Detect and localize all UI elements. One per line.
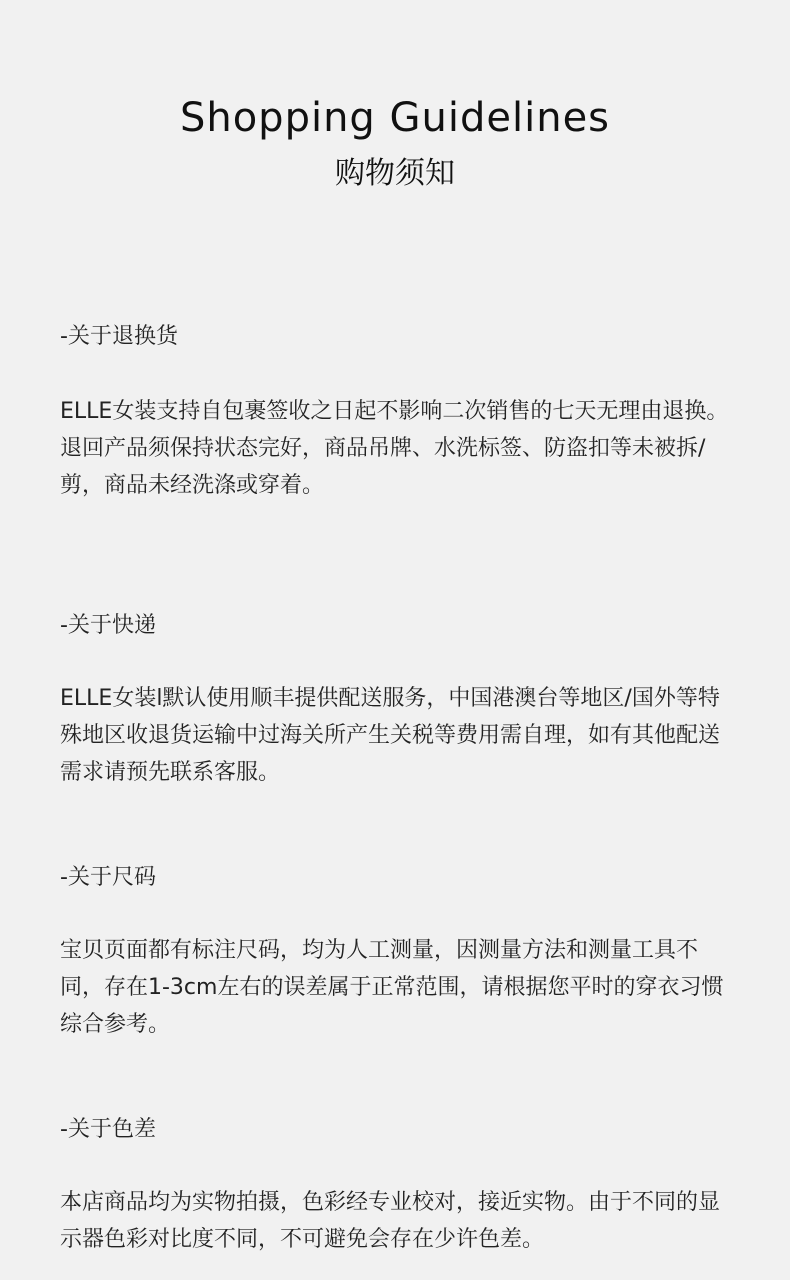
section-returns-paragraph: ELLE女装支持自包裹签收之日起不影响二次销售的七天无理由退换。 [60, 399, 729, 424]
section-returns-body [60, 393, 740, 504]
section-size-paragraph: 宝贝页面都有标注尺码，均为人工测量，因测量方法和测量工具不同，存在1-3cm左右的误差属于正常范围，请根据您平时的穿衣习惯综合参考。 [60, 938, 724, 1037]
section-returns-paragraph: 退回产品须保持状态完好，商品吊牌、水洗标签、防盗扣等未被拆/剪，商品未经洗涤或穿着。 [60, 436, 706, 498]
section-color-paragraph: 本店商品均为实物拍摄，色彩经专业校对，接近实物。由于不同的显示器色彩对比度不同，不可避免会存在少许色差。 [60, 1190, 721, 1252]
section-delivery-paragraph: ELLE女装l默认使用顺丰提供配送服务，中国港澳台等地区/国外等特殊地区收退货运输中过海关所产生关税等费用需自理，如有其他配送需求请预先联系客服。 [60, 686, 721, 785]
section-color-body [60, 1184, 740, 1258]
page-title-en: Shopping Guidelines [179, 95, 611, 141]
section-delivery-body [60, 680, 740, 791]
page-title-zh: 购物须知 [335, 156, 455, 191]
section-delivery-heading: -关于快递 [60, 613, 156, 638]
section-color-heading: -关于色差 [60, 1117, 156, 1142]
section-returns-heading: -关于退换货 [60, 324, 178, 349]
section-size-heading: -关于尺码 [60, 865, 156, 890]
section-size-body [60, 932, 740, 1043]
